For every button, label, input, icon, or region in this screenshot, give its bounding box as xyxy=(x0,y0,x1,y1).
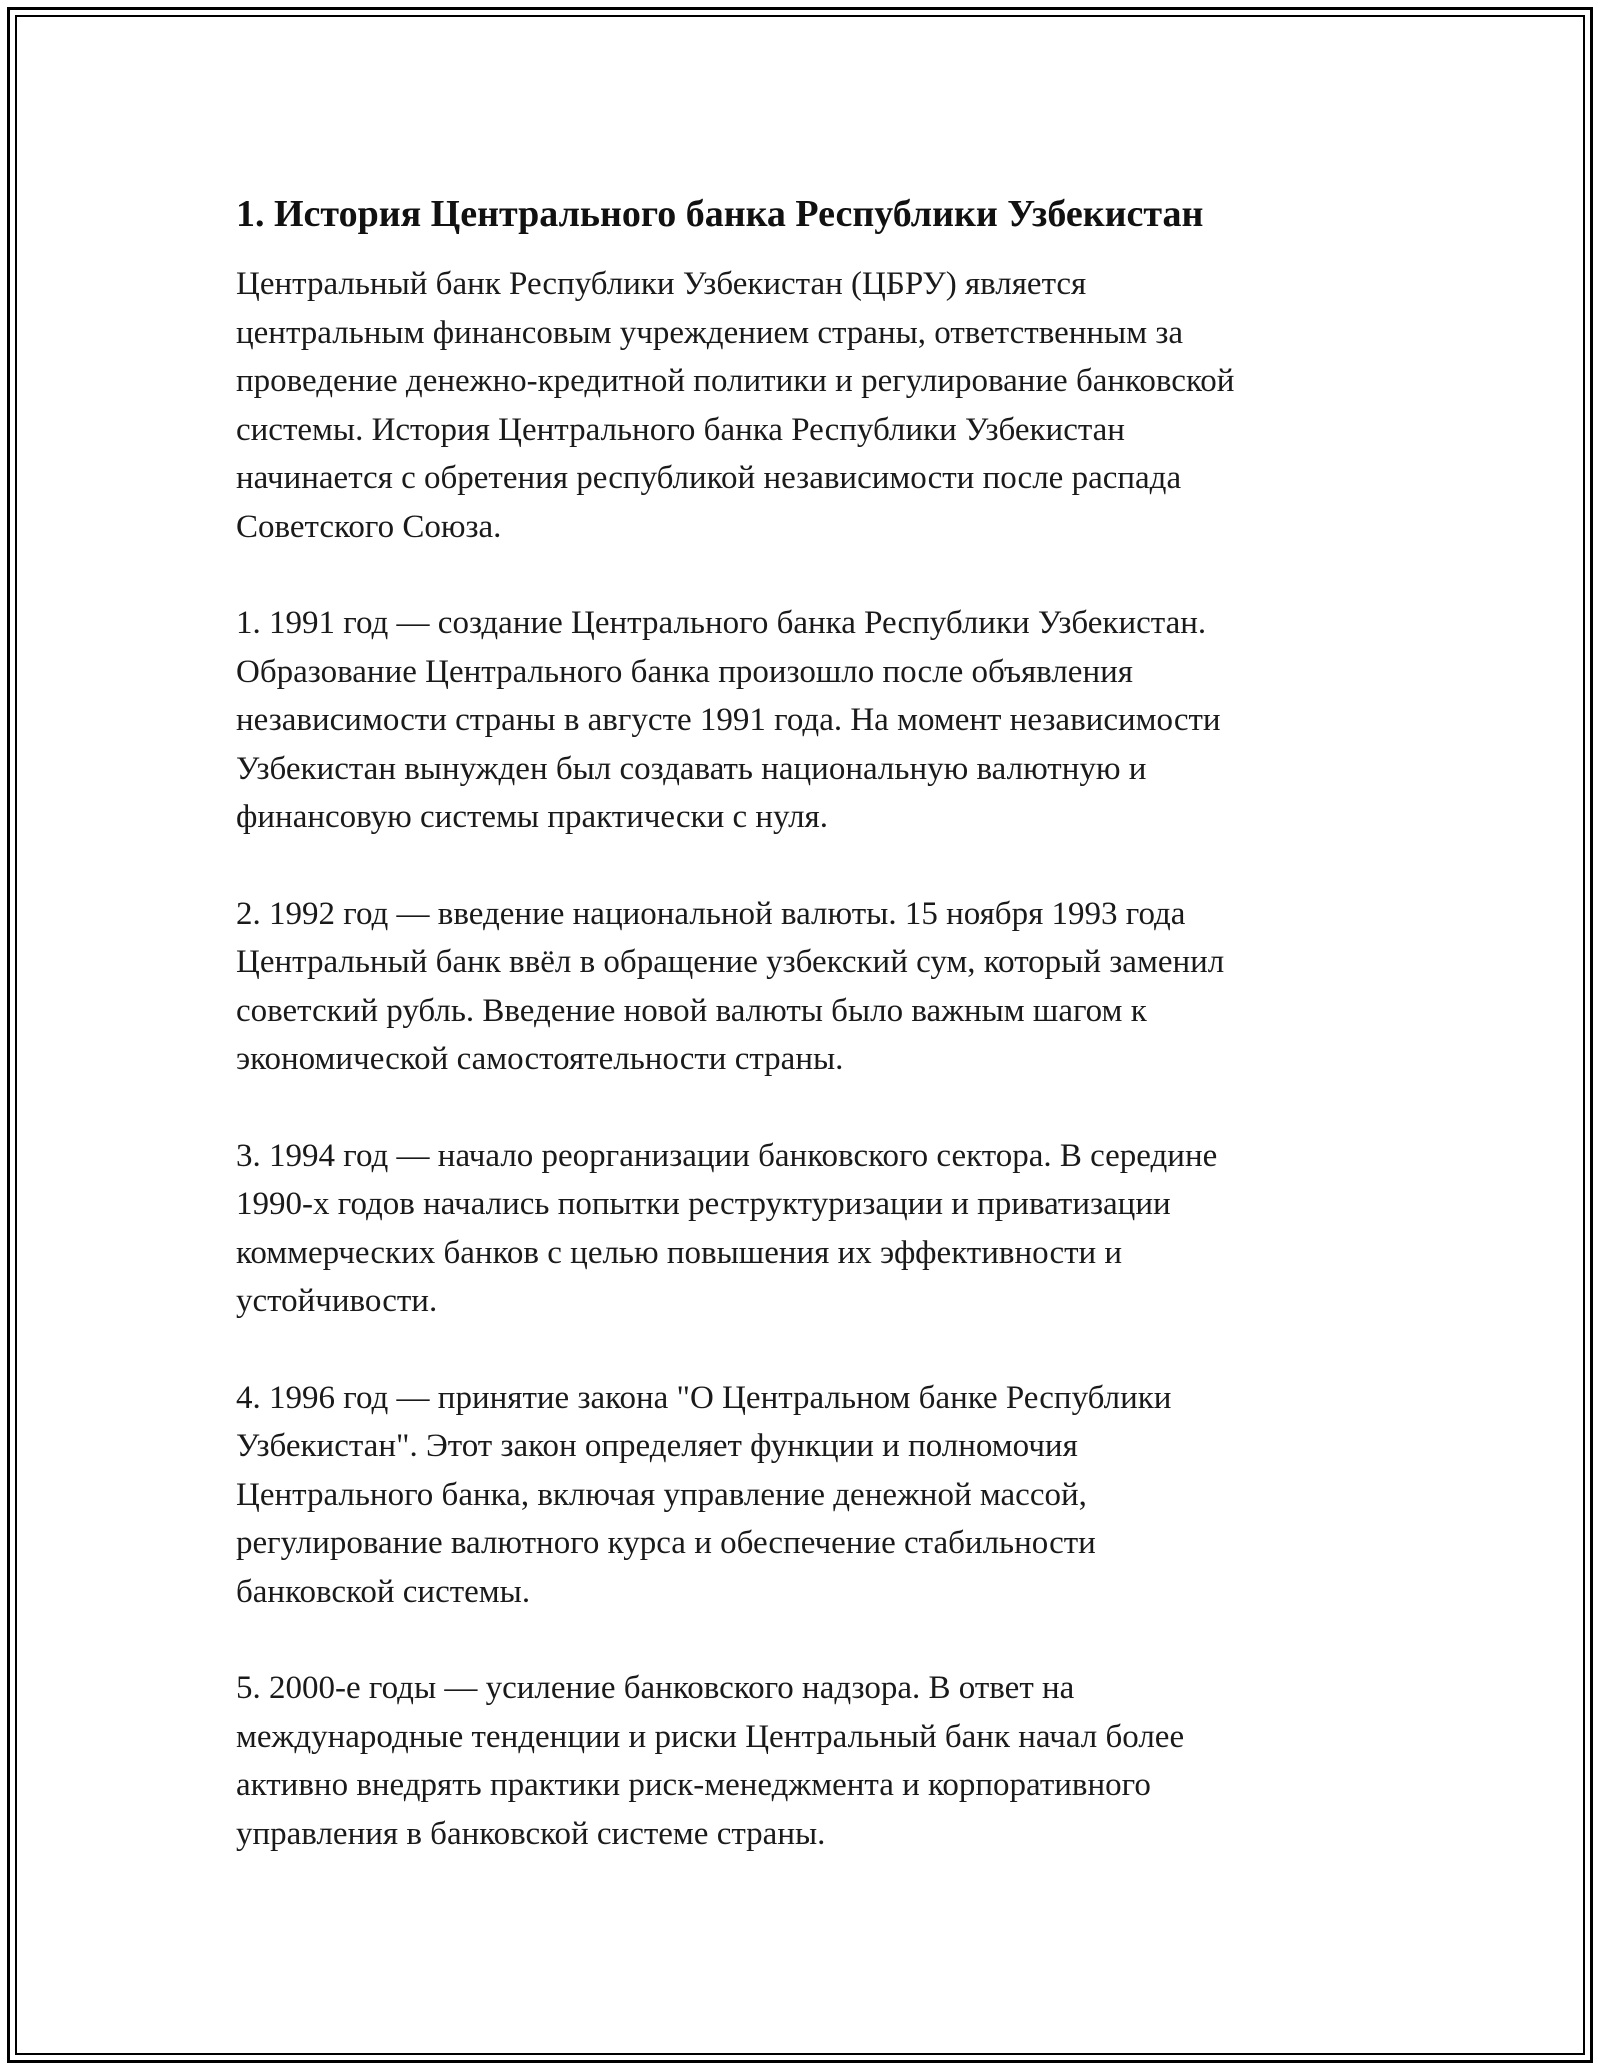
section-heading: 1. История Центрального банка Республики Узбекистан xyxy=(236,193,1204,235)
list-item-1996: 4. 1996 год — принятие закона "О Центральном банке Республики Узбекистан". Этот закон определяет функции и полномочия Центрального банка, включая управление денежной массой, регулирование валютного курса и обеспечение стабильности банковской системы. xyxy=(236,1379,1172,1610)
document-body xyxy=(236,186,1386,1858)
list-item-2000s: 5. 2000-е годы — усиление банковского надзора. В ответ на международные тенденции и риски Центральный банк начал более активно внедрять практики риск-менеджмента и корпоративного управления в банковской системе страны. xyxy=(236,1670,1185,1852)
list-item-1992: 2. 1992 год — введение национальной валюты. 15 ноября 1993 года Центральный банк ввёл в обращение узбекский сум, который заменил советский рубль. Введение новой валюты было важным шагом к экономической самостоятельности страны. xyxy=(236,895,1225,1077)
list-item-1991: 1. 1991 год — создание Центрального банка Республики Узбекистан. Образование Центрального банка произошло после объявления независимости страны в августе 1991 года. На момент независимости Узбекистан вынужден был создавать национальную валютную и финансовую системы практически с нуля. xyxy=(236,605,1221,835)
intro-paragraph: Центральный банк Республики Узбекистан (ЦБРУ) является центральным финансовым учреждением страны, ответственным за проведение денежно-кредитной политики и регулирование банковской системы. История Центрального банка Республики Узбекистан начинается с обретения республикой независимости после распада Советского Союза. xyxy=(236,266,1235,545)
list-item-1994: 3. 1994 год — начало реорганизации банковского сектора. В середине 1990-х годов начались попытки реструктуризации и приватизации коммерческих банков с целью повышения их эффективности и устойчивости. xyxy=(236,1137,1218,1319)
